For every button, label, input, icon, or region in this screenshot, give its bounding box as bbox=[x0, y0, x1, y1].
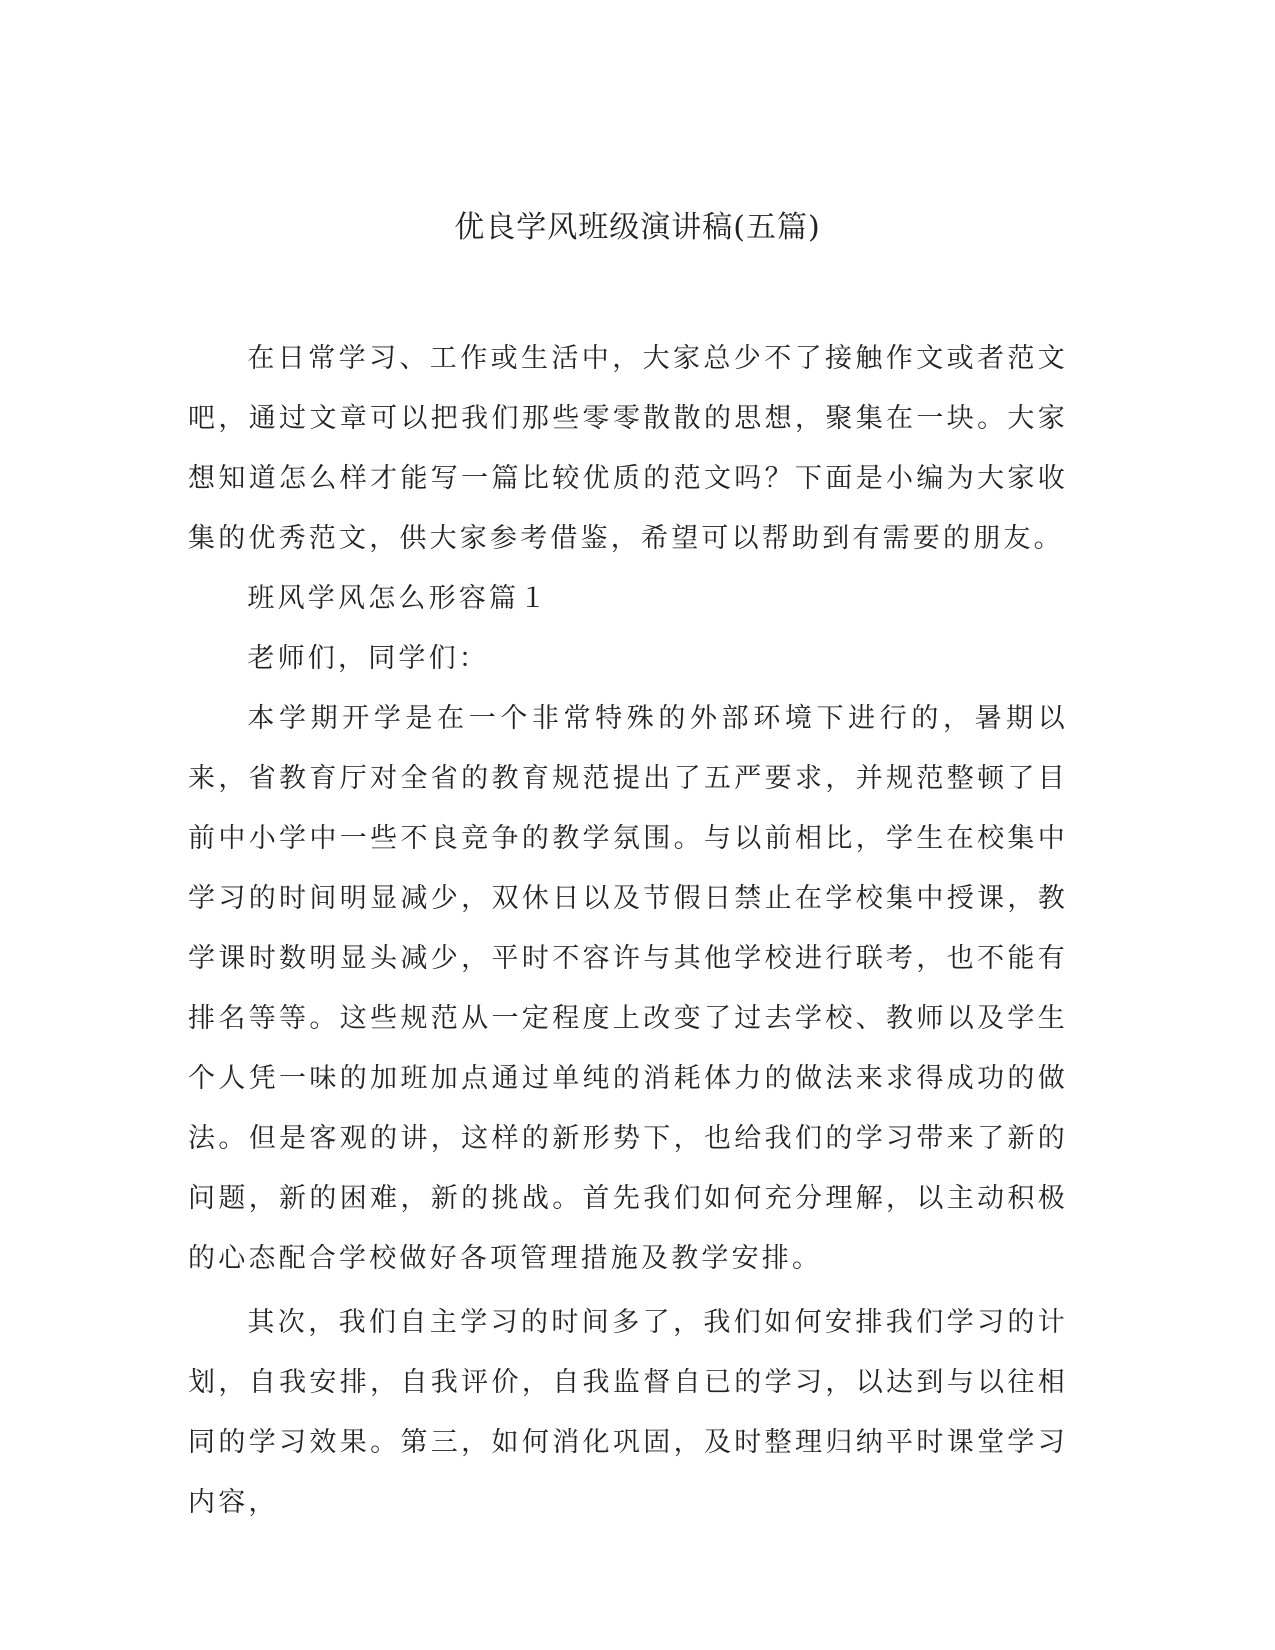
paragraph-body-1: 本学期开学是在一个非常特殊的外部环境下进行的，暑期以来，省教育厅对全省的教育规范提出了五严要求，并规范整顿了目前中小学中一些不良竞争的教学氛围。与以前相比，学生在校集中学习的时间明显减少，双休日以及节假日禁止在学校集中授课，教学课时数明显头减少，平时不容许与其他学校进行联考，也不能有排名等等。这些规范从一定程度上改变了过去学校、教师以及学生个人凭一味的加班加点通过单纯的消耗体力的做法来求得成功的做法。但是客观的讲，这样的新形势下，也给我们的学习带来了新的问题，新的困难，新的挑战。首先我们如何充分理解，以主动积极的心态配合学校做好各项管理措施及教学安排。 bbox=[188, 703, 1068, 1274]
document-title: 优良学风班级演讲稿(五篇) bbox=[454, 210, 821, 245]
paragraph-section-heading: 班风学风怎么形容篇１ bbox=[247, 583, 550, 614]
document-body bbox=[188, 329, 1068, 1533]
paragraph-salutation: 老师们，同学们： bbox=[247, 643, 489, 674]
paragraph-body-2: 其次，我们自主学习的时间多了，我们如何安排我们学习的计划，自我安排，自我评价，自我监督自已的学习，以达到与以往相同的学习效果。第三，如何消化巩固，及时整理归纳平时课堂学习内容， bbox=[188, 1307, 1068, 1518]
paragraph-intro: 在日常学习、工作或生活中，大家总少不了接触作文或者范文吧，通过文章可以把我们那些零零散散的思想，聚集在一块。大家想知道怎么样才能写一篇比较优质的范文吗？下面是小编为大家收集的优秀范文，供大家参考借鉴，希望可以帮助到有需要的朋友。 bbox=[188, 343, 1068, 554]
